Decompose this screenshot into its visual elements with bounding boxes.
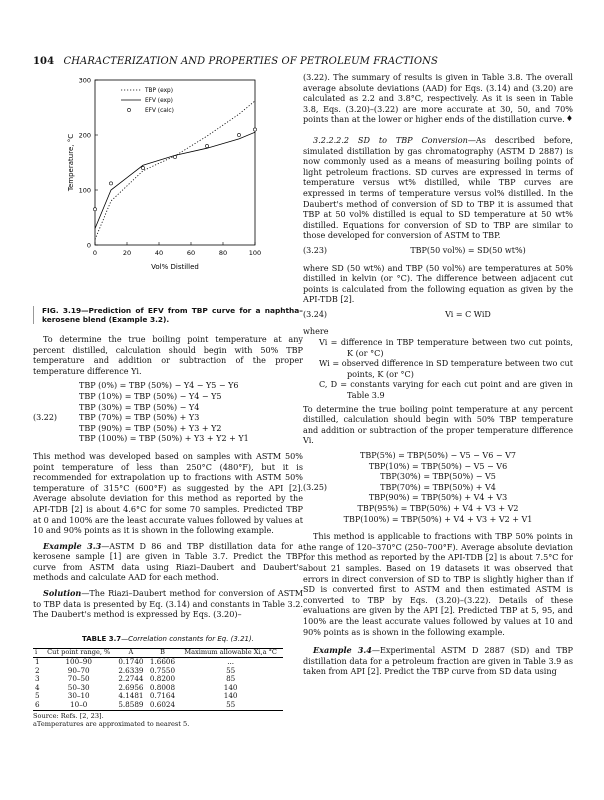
equation-number: (3.22): [33, 413, 58, 423]
table-cell: 30–10: [67, 691, 90, 701]
equation-line: TBP(100%) = TBP(50%) + V4 + V3 + V2 + V1: [343, 514, 533, 524]
equation-3-23: [303, 246, 573, 257]
right-paragraph-2: where SD (50 wt%) and TBP (50 vol%) are temperatures at 50% distilled in kelvin (or °C). The difference between adjacent cut points is calculated from the following equation as given by the API-TDB [2].: [303, 262, 573, 305]
table-cell: 0.8008: [149, 682, 176, 692]
equation-line: TBP (0%) = TBP (50%) − Y4 − Y5 − Y6: [79, 381, 239, 391]
equation-3-22: [33, 381, 303, 445]
table-row: [33, 701, 283, 710]
table-cell: 0.1740: [118, 656, 144, 666]
table-cell: 4.1481: [118, 691, 144, 701]
equation-3-24: [303, 310, 573, 321]
equation-line: TBP (70%) = TBP (50%) + Y3: [79, 413, 200, 423]
figure-3-19: [33, 72, 303, 304]
equation-body: TBP(50 vol%) = SD(50 wt%): [410, 245, 526, 255]
data-point-efv-calc: [109, 182, 112, 185]
plot-frame: [95, 80, 255, 245]
equation-lines: [303, 451, 573, 525]
section-text: —As described before, simulated distillation by gas chromatography (ASTM D 2887) is now commonly used as a means of measuring boiling points of light petroleum fractions. SD curves are expressed in terms of temperature versus wt% distilled, while TBP curves are expressed in terms of temperature versus vol% distilled. In the Daubert's method of conversion of SD to TBP it is assumed that TBP at 50 vol% distilled is equal to SD temperature at 50 wt% distilled. Equations for conversion of SD to TBP are similar to those developed for conversion of ASTM to TBP.: [303, 134, 574, 241]
table-cell: 0.6024: [147, 701, 179, 710]
x-tick-label: 0: [92, 249, 98, 257]
table-cell: 140: [223, 691, 238, 701]
right-column: [303, 72, 573, 682]
page-number: 104: [33, 56, 55, 67]
x-axis-label: Vol% Distilled: [151, 263, 199, 271]
table-header: B: [147, 649, 179, 658]
y-axis-label: Temperature, °C: [67, 133, 75, 192]
example-text: —ASTM D 86 and TBP distillation data for a kerosene sample [1] are given in Table 3.7. Predict the TBP curve from ASTM data using Riazi–Daubert and Daubert's methods and calculate AAD for each method.: [33, 540, 303, 583]
table-cell: 6: [33, 701, 42, 710]
left-column: [33, 72, 303, 728]
table-footnote: aTemperatures are approximated to nearest 5.: [33, 719, 190, 728]
y-tick-label: 200: [78, 131, 91, 140]
table-title: —Correlation constants for Eq. (3.21).: [121, 634, 254, 643]
solution-paragraph: [33, 588, 303, 620]
table-cell: 2.6339: [118, 665, 144, 675]
table-cell: 70–50: [67, 674, 90, 684]
table-cell: 55: [178, 701, 283, 710]
legend-entry: EFV (calc): [145, 108, 174, 114]
example-3-3: [33, 541, 303, 583]
equation-number: (3.24): [303, 309, 328, 319]
table-header: A: [115, 649, 147, 658]
table-caption: [33, 634, 303, 645]
running-title: CHARACTERIZATION AND PROPERTIES OF PETROLEUM FRACTIONS: [63, 56, 438, 67]
table-header: Maximum allowable Xi,a °C: [178, 649, 283, 658]
equation-number: (3.25): [303, 483, 328, 492]
table-cell: 2: [35, 665, 40, 675]
table-cell: 55: [226, 665, 236, 675]
data-point-efv-calc: [205, 144, 208, 147]
solution-label: Solution: [43, 588, 82, 599]
table-cell: 2.6956: [118, 682, 144, 692]
table-cell: 100–90: [65, 656, 92, 666]
table-cell: 50–30: [67, 682, 90, 692]
legend-entry: EFV (exp): [145, 98, 173, 104]
left-paragraph-2: This method was developed based on samples with ASTM 50% point temperature of less than 250°C (480°F), but it is recommended for extrapolation up to fractions with ASTM 50% temperature of 315°C (600°F) as suggested by the API [2]. Average absolute deviation for this method as reported by the API-TDB [2] is about 4.6°C for some 70 samples. Predicted TBP at 0 and 100% are the least accurate values followed by values at 10 and 90% points as it is shown in the following example.: [33, 450, 303, 536]
table-cell: 1: [35, 656, 40, 666]
equation-3-25: [303, 451, 573, 525]
running-header: [33, 56, 573, 67]
x-tick-label: 60: [186, 249, 196, 257]
right-paragraph-3: To determine the true boiling point temperature at any percent distilled, calculation should begin with 50% TBP temperature and addition or subtraction of the proper temperature difference Vi.: [303, 403, 573, 446]
table-cell: 3: [35, 674, 40, 684]
data-point-efv-calc: [237, 133, 240, 136]
equation-line: TBP (10%) = TBP (50%) − Y4 − Y5: [79, 391, 222, 401]
example-label: Example 3.4: [313, 645, 372, 656]
table-cell: 90–70: [67, 665, 90, 675]
equation-line: TBP (100%) = TBP (50%) + Y3 + Y2 + Y1: [79, 434, 249, 444]
table-notes: [33, 712, 303, 728]
table-cell: 0.7164: [149, 691, 176, 701]
equation-line: TBP(90%) = TBP(50%) + V4 + V3: [368, 493, 508, 503]
table-3-7: [33, 648, 283, 710]
table-cell: 0.7550: [149, 665, 176, 675]
equation-body: Vi = C WiD: [445, 309, 491, 319]
efv-chart: [33, 72, 303, 304]
table-cell: 5: [35, 691, 40, 701]
table-cell: 140: [223, 682, 238, 692]
where-label: where: [303, 326, 329, 337]
definitions: [319, 337, 573, 401]
left-paragraph-1: To determine the true boiling point temperature at any percent distilled, calculation should begin with 50% TBP temperature and addition or subtraction of the proper temperature difference Yi.: [33, 334, 303, 376]
y-tick-label: 100: [78, 186, 91, 195]
legend-marker: [127, 108, 130, 111]
table-cell: ...: [227, 656, 235, 666]
data-point-efv-calc: [253, 128, 256, 131]
series-line-tbp-exp: [95, 101, 255, 240]
equation-number: (3.23): [303, 245, 328, 255]
data-point-efv-calc: [93, 208, 96, 211]
data-point-efv-calc: [173, 155, 176, 158]
definition-item: C, D = constants varying for each cut point and are given in Table 3.9: [319, 379, 573, 401]
equation-line: TBP(5%) = TBP(50%) − V5 − V6 − V7: [360, 451, 516, 460]
series-line-efv-exp: [95, 132, 255, 228]
table-cell: 5.8589: [115, 701, 147, 710]
definition-item: Wi = observed difference in SD temperature between two cut points, K (or °C): [319, 358, 573, 379]
example-text: —Experimental ASTM D 2887 (SD) and TBP distillation data for a petroleum fraction are given in Table 3.9 as taken from API [2]. Predict the TBP curve from SD data using: [303, 645, 573, 677]
equation-line: TBP(95%) = TBP(50%) + V4 + V3 + V2: [357, 503, 519, 513]
table-cell: 85: [226, 674, 236, 684]
x-tick-label: 20: [122, 249, 132, 257]
equation-line: TBP (30%) = TBP (50%) − Y4: [79, 402, 200, 412]
end-diamond-icon: ♦: [565, 114, 573, 124]
legend-entry: TBP (exp): [145, 88, 173, 94]
equation-line: TBP(10%) = TBP(50%) − V5 − V6: [368, 461, 508, 471]
table-body: [33, 657, 283, 710]
table-cell: 4: [35, 682, 40, 692]
equation-line: TBP(70%) = TBP(50%) + V4: [380, 482, 496, 492]
example-3-4: [303, 645, 573, 677]
table-header: Cut point range, %: [42, 649, 115, 658]
right-paragraph-4: This method is applicable to fractions with TBP 50% points in the range of 120–370°C (250–700°F). Average absolute deviation for this method as reported by the API-TDB [2] is about 7.5°C for about 21 samples. Based on 19 datasets it was observed that errors in direct conversion of SD to TBP is slightly higher than if SD is converted first to ASTM and then estimated ASTM is converted to TBP by Eqs. (3.20)–(3.22). Details of these evaluations are given by the API [2]. Predicted TBP at 5, 95, and 100% are the least accurate values followed by values at 10 and 90% points as is shown in the following example.: [303, 531, 573, 637]
y-tick-label: 300: [78, 76, 91, 85]
equation-line: TBP(30%) = TBP(50%) − V5: [380, 472, 496, 482]
table-cell: 1.6606: [149, 656, 176, 666]
right-paragraph-1: [303, 72, 573, 125]
x-tick-label: 80: [218, 249, 228, 257]
y-tick-label: 0: [86, 241, 91, 250]
equation-lines: [79, 381, 303, 445]
table-header: i: [33, 649, 42, 658]
table-source: Source: Refs. [2, 23].: [33, 711, 104, 720]
table-cell: 0.8200: [149, 674, 176, 684]
definition-item: Vi = difference in TBP temperature between two cut points, K (or °C): [319, 337, 573, 358]
right-paragraph-1-text: (3.22). The summary of results is given in Table 3.8. The overall average absolute deviations (AAD) for Eqs. (3.14) and (3.20) are calculated as 2.2 and 3.8°C, respectively. As it is seen in Table 3.8, Eqs. (3.20)–(3.22) are more accurate at 30, 50, and 70% points than at the lower or higher ends of the distillation curve.: [303, 72, 573, 125]
section-3-2-2-2-2: [303, 135, 573, 241]
data-point-efv-calc: [141, 166, 144, 169]
table-cell: 2.2744: [118, 674, 144, 684]
x-tick-label: 100: [248, 249, 262, 257]
equation-line: TBP (90%) = TBP (50%) + Y3 + Y2: [79, 423, 222, 433]
section-title: 3.2.2.2.2 SD to TBP Conversion: [313, 134, 468, 145]
table-cell: 10–0: [42, 701, 115, 710]
table-label: TABLE 3.7: [82, 634, 122, 643]
example-label: Example 3.3: [43, 540, 102, 551]
x-tick-label: 40: [154, 249, 164, 257]
figure-caption: FIG. 3.19—Prediction of EFV from TBP curve for a naphtha–kerosene blend (Example 3.2).: [33, 306, 303, 324]
solution-text: —The Riazi–Daubert method for conversion of ASTM to TBP data is presented by Eq. (3.14) and constants in Table 3.2. The Daubert's method is expressed by Eqs. (3.20)–: [33, 588, 303, 620]
